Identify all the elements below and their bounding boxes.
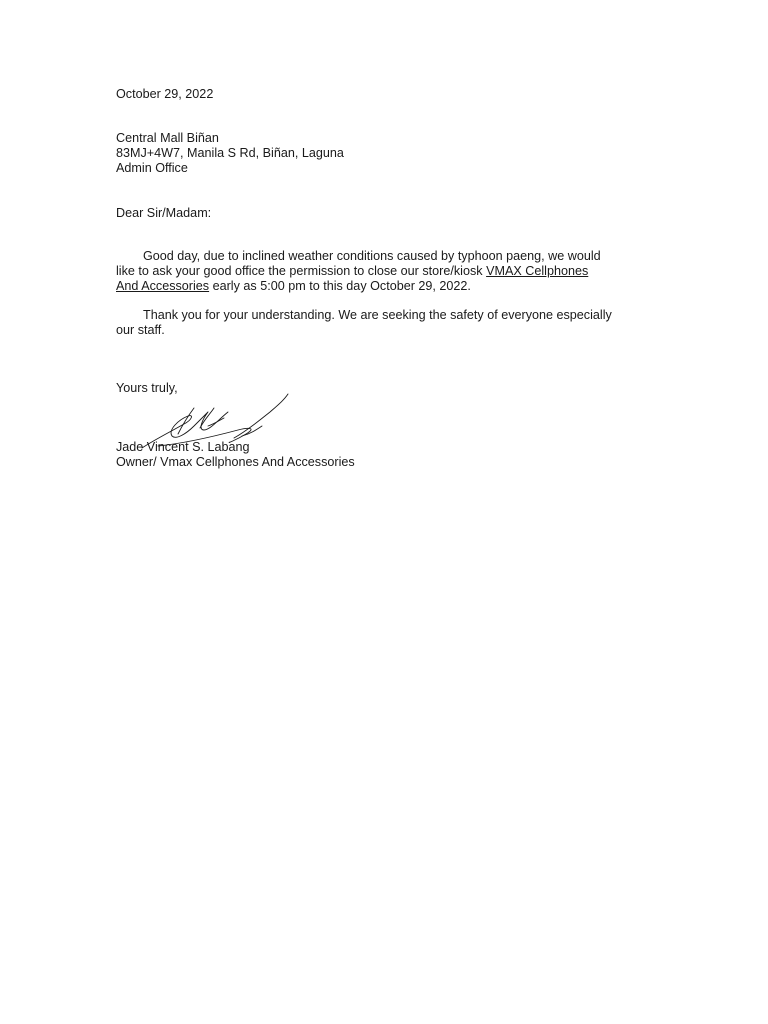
salutation-text: Dear Sir/Madam: [116,206,212,220]
body-paragraph-2 [116,308,612,338]
paragraph-2-line-2: our staff. [116,322,165,337]
body-paragraph-1 [116,249,601,293]
store-name-link-part-2: And Accessories [116,278,210,293]
paragraph-2-line-1: Thank you for your understanding. We are seeking the safety of everyone especially [143,308,612,322]
closing-text: Yours truly, [116,381,178,395]
recipient-name: Central Mall Biñan [116,131,219,145]
paragraph-1-line-2-text: like to ask your good office the permission to close our store/kiosk [116,263,487,278]
letter-date [116,87,213,102]
paragraph-1-line-3-text: early as 5:00 pm to this day October 29, 2022. [209,278,471,293]
paragraph-1-line-2 [116,264,601,279]
store-name-link-part-1: VMAX Cellphones [486,263,589,278]
recipient-address-block [116,131,344,175]
handwritten-signature [138,390,298,460]
signer-name: Jade Vincent S. Labang [116,440,250,454]
paragraph-1-line-1: Good day, due to inclined weather conditions caused by typhoon paeng, we would [143,249,601,263]
paragraph-1-line-3 [116,279,601,294]
signer-title: Owner/ Vmax Cellphones And Accessories [116,454,355,469]
recipient-department: Admin Office [116,160,188,175]
date-text: October 29, 2022 [116,87,214,101]
recipient-address: 83MJ+4W7, Manila S Rd, Biñan, Laguna [116,145,344,160]
salutation [116,206,211,221]
